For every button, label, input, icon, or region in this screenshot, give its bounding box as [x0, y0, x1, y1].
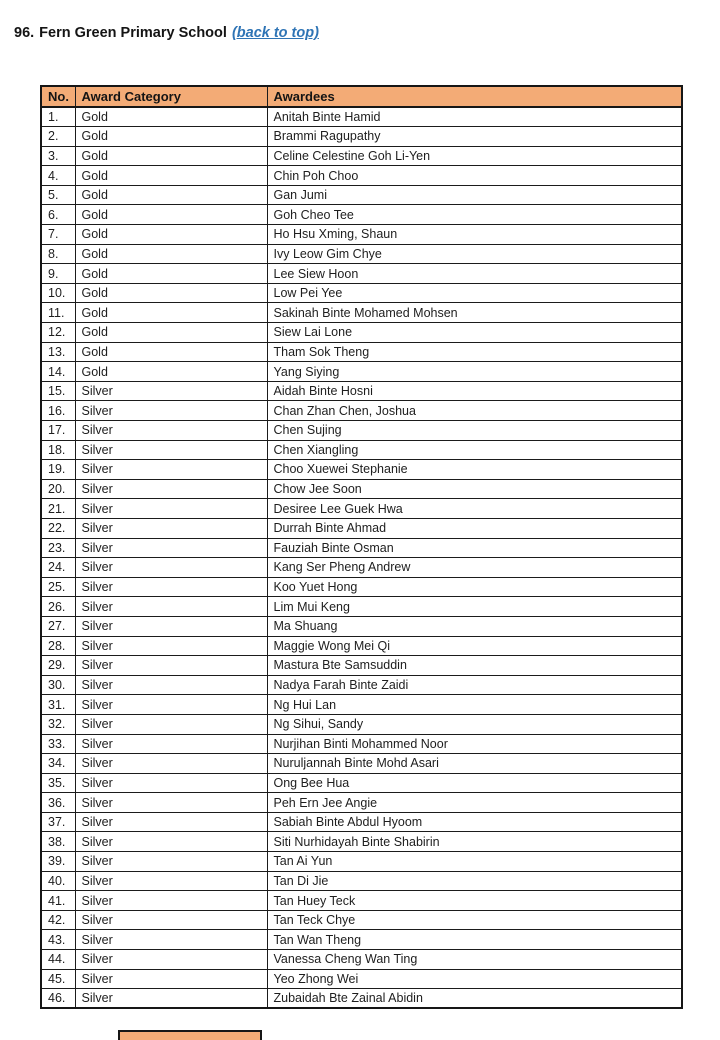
row-number: 42. — [41, 910, 75, 930]
award-category-cell: Silver — [75, 558, 267, 578]
table-row — [41, 479, 682, 499]
award-category-cell: Gold — [75, 146, 267, 166]
awardee-name-cell: Nurjihan Binti Mohammed Noor — [267, 734, 682, 754]
awardee-name-cell: Tan Huey Teck — [267, 891, 682, 911]
table-row — [41, 303, 682, 323]
awardee-name-cell: Chow Jee Soon — [267, 479, 682, 499]
row-number: 46. — [41, 989, 75, 1009]
award-category-cell: Silver — [75, 773, 267, 793]
awardee-name-cell: Peh Ern Jee Angie — [267, 793, 682, 813]
col-header-awardees: Awardees — [267, 86, 682, 107]
table-row — [41, 146, 682, 166]
awardee-name-cell: Brammi Ragupathy — [267, 127, 682, 147]
awardee-name-cell: Maggie Wong Mei Qi — [267, 636, 682, 656]
row-number: 41. — [41, 891, 75, 911]
award-category-cell: Gold — [75, 323, 267, 343]
award-category-cell: Silver — [75, 969, 267, 989]
row-number: 14. — [41, 362, 75, 382]
row-number: 16. — [41, 401, 75, 421]
awardee-name-cell: Koo Yuet Hong — [267, 577, 682, 597]
row-number: 37. — [41, 812, 75, 832]
awardee-name-cell: Sakinah Binte Mohamed Mohsen — [267, 303, 682, 323]
awardee-name-cell: Ho Hsu Xming, Shaun — [267, 225, 682, 245]
table-row — [41, 675, 682, 695]
table-row — [41, 871, 682, 891]
row-number: 30. — [41, 675, 75, 695]
awardee-name-cell: Low Pei Yee — [267, 283, 682, 303]
row-number: 19. — [41, 460, 75, 480]
award-category-cell: Gold — [75, 185, 267, 205]
row-number: 38. — [41, 832, 75, 852]
award-category-cell: Silver — [75, 616, 267, 636]
table-row — [41, 636, 682, 656]
award-category-cell: Silver — [75, 479, 267, 499]
award-category-cell: Silver — [75, 852, 267, 872]
awardee-name-cell: Kang Ser Pheng Andrew — [267, 558, 682, 578]
awardee-name-cell: Ivy Leow Gim Chye — [267, 244, 682, 264]
table-row — [41, 989, 682, 1009]
section-title — [14, 25, 319, 41]
awardee-name-cell: Nuruljannah Binte Mohd Asari — [267, 754, 682, 774]
row-number: 36. — [41, 793, 75, 813]
award-category-cell: Silver — [75, 381, 267, 401]
row-number: 44. — [41, 950, 75, 970]
row-number: 1. — [41, 107, 75, 127]
row-number: 31. — [41, 695, 75, 715]
table-row — [41, 166, 682, 186]
award-category-cell: Gold — [75, 205, 267, 225]
row-number: 7. — [41, 225, 75, 245]
table-row — [41, 225, 682, 245]
section-number: 96. — [14, 25, 35, 41]
row-number: 17. — [41, 421, 75, 441]
row-number: 43. — [41, 930, 75, 950]
table-row — [41, 381, 682, 401]
table-row — [41, 950, 682, 970]
table-row — [41, 577, 682, 597]
row-number: 10. — [41, 283, 75, 303]
table-row — [41, 264, 682, 284]
award-category-cell: Silver — [75, 950, 267, 970]
row-number: 25. — [41, 577, 75, 597]
row-number: 3. — [41, 146, 75, 166]
awardee-name-cell: Fauziah Binte Osman — [267, 538, 682, 558]
awardee-name-cell: Yang Siying — [267, 362, 682, 382]
awardee-name-cell: Chan Zhan Chen, Joshua — [267, 401, 682, 421]
table-row — [41, 244, 682, 264]
award-category-cell: Silver — [75, 832, 267, 852]
table-row — [41, 401, 682, 421]
row-number: 4. — [41, 166, 75, 186]
awardee-name-cell: Choo Xuewei Stephanie — [267, 460, 682, 480]
awardee-name-cell: Yeo Zhong Wei — [267, 969, 682, 989]
awardee-name-cell: Ng Hui Lan — [267, 695, 682, 715]
row-number: 13. — [41, 342, 75, 362]
row-number: 5. — [41, 185, 75, 205]
award-category-cell: Gold — [75, 283, 267, 303]
award-category-cell: Gold — [75, 244, 267, 264]
award-category-cell: Gold — [75, 127, 267, 147]
award-category-cell: Silver — [75, 930, 267, 950]
award-category-cell: Silver — [75, 577, 267, 597]
table-row — [41, 832, 682, 852]
row-number: 2. — [41, 127, 75, 147]
award-category-cell: Gold — [75, 107, 267, 127]
row-number: 28. — [41, 636, 75, 656]
table-row — [41, 342, 682, 362]
table-row — [41, 107, 682, 127]
award-category-cell: Silver — [75, 421, 267, 441]
table-row — [41, 812, 682, 832]
row-number: 32. — [41, 714, 75, 734]
award-category-cell: Silver — [75, 734, 267, 754]
row-number: 15. — [41, 381, 75, 401]
award-category-cell: Silver — [75, 793, 267, 813]
awardee-name-cell: Gan Jumi — [267, 185, 682, 205]
next-table-header-fragment — [118, 1030, 262, 1040]
table-row — [41, 538, 682, 558]
row-number: 22. — [41, 518, 75, 538]
awardee-name-cell: Lim Mui Keng — [267, 597, 682, 617]
awardee-name-cell: Nadya Farah Binte Zaidi — [267, 675, 682, 695]
table-row — [41, 127, 682, 147]
awardee-name-cell: Celine Celestine Goh Li-Yen — [267, 146, 682, 166]
table-row — [41, 969, 682, 989]
award-category-cell: Silver — [75, 538, 267, 558]
table-row — [41, 558, 682, 578]
table-row — [41, 910, 682, 930]
award-category-cell: Gold — [75, 303, 267, 323]
award-category-cell: Silver — [75, 656, 267, 676]
award-category-cell: Silver — [75, 891, 267, 911]
table-row — [41, 205, 682, 225]
col-header-award-category: Award Category — [75, 86, 267, 107]
awardee-name-cell: Chen Xiangling — [267, 440, 682, 460]
table-row — [41, 930, 682, 950]
table-row — [41, 597, 682, 617]
award-category-cell: Silver — [75, 440, 267, 460]
award-category-cell: Silver — [75, 812, 267, 832]
award-category-cell: Silver — [75, 910, 267, 930]
row-number: 6. — [41, 205, 75, 225]
awardee-name-cell: Tan Teck Chye — [267, 910, 682, 930]
table-row — [41, 734, 682, 754]
table-row — [41, 852, 682, 872]
awardee-name-cell: Chen Sujing — [267, 421, 682, 441]
school-name: Fern Green Primary School — [39, 25, 227, 41]
awardee-name-cell: Tan Di Jie — [267, 871, 682, 891]
row-number: 20. — [41, 479, 75, 499]
awardee-name-cell: Tham Sok Theng — [267, 342, 682, 362]
award-category-cell: Silver — [75, 460, 267, 480]
award-category-cell: Silver — [75, 401, 267, 421]
row-number: 23. — [41, 538, 75, 558]
awardee-name-cell: Goh Cheo Tee — [267, 205, 682, 225]
awardee-name-cell: Vanessa Cheng Wan Ting — [267, 950, 682, 970]
award-category-cell: Gold — [75, 225, 267, 245]
row-number: 39. — [41, 852, 75, 872]
awardee-name-cell: Siti Nurhidayah Binte Shabirin — [267, 832, 682, 852]
table-row — [41, 499, 682, 519]
awardee-name-cell: Ong Bee Hua — [267, 773, 682, 793]
row-number: 18. — [41, 440, 75, 460]
row-number: 34. — [41, 754, 75, 774]
award-category-cell: Silver — [75, 675, 267, 695]
back-to-top-link[interactable]: (back to top) — [231, 25, 319, 41]
table-row — [41, 323, 682, 343]
awardee-name-cell: Zubaidah Bte Zainal Abidin — [267, 989, 682, 1009]
awardee-name-cell: Desiree Lee Guek Hwa — [267, 499, 682, 519]
awardee-name-cell: Tan Wan Theng — [267, 930, 682, 950]
table-row — [41, 460, 682, 480]
awardee-name-cell: Aidah Binte Hosni — [267, 381, 682, 401]
award-category-cell: Gold — [75, 362, 267, 382]
award-category-cell: Silver — [75, 989, 267, 1009]
award-category-cell: Silver — [75, 754, 267, 774]
table-row — [41, 421, 682, 441]
awardee-name-cell: Siew Lai Lone — [267, 323, 682, 343]
award-category-cell: Silver — [75, 714, 267, 734]
table-row — [41, 283, 682, 303]
awardee-name-cell: Anitah Binte Hamid — [267, 107, 682, 127]
row-number: 24. — [41, 558, 75, 578]
table-row — [41, 440, 682, 460]
row-number: 40. — [41, 871, 75, 891]
row-number: 8. — [41, 244, 75, 264]
table-header-row — [41, 86, 682, 107]
award-category-cell: Gold — [75, 342, 267, 362]
table-row — [41, 891, 682, 911]
row-number: 9. — [41, 264, 75, 284]
table-row — [41, 773, 682, 793]
row-number: 33. — [41, 734, 75, 754]
table-row — [41, 793, 682, 813]
award-category-cell: Silver — [75, 597, 267, 617]
award-category-cell: Gold — [75, 264, 267, 284]
table-row — [41, 185, 682, 205]
row-number: 26. — [41, 597, 75, 617]
row-number: 12. — [41, 323, 75, 343]
awardee-name-cell: Tan Ai Yun — [267, 852, 682, 872]
awards-table — [40, 85, 683, 1009]
awardee-name-cell: Chin Poh Choo — [267, 166, 682, 186]
table-row — [41, 695, 682, 715]
row-number: 11. — [41, 303, 75, 323]
table-row — [41, 754, 682, 774]
row-number: 45. — [41, 969, 75, 989]
awardee-name-cell: Mastura Bte Samsuddin — [267, 656, 682, 676]
row-number: 35. — [41, 773, 75, 793]
table-row — [41, 362, 682, 382]
table-row — [41, 656, 682, 676]
table-row — [41, 714, 682, 734]
award-category-cell: Silver — [75, 871, 267, 891]
award-category-cell: Silver — [75, 518, 267, 538]
awardee-name-cell: Ng Sihui, Sandy — [267, 714, 682, 734]
table-row — [41, 616, 682, 636]
awardee-name-cell: Sabiah Binte Abdul Hyoom — [267, 812, 682, 832]
row-number: 29. — [41, 656, 75, 676]
awardee-name-cell: Durrah Binte Ahmad — [267, 518, 682, 538]
row-number: 21. — [41, 499, 75, 519]
table-row — [41, 518, 682, 538]
award-category-cell: Gold — [75, 166, 267, 186]
award-category-cell: Silver — [75, 695, 267, 715]
award-category-cell: Silver — [75, 499, 267, 519]
awardee-name-cell: Lee Siew Hoon — [267, 264, 682, 284]
col-header-no: No. — [41, 86, 75, 107]
row-number: 27. — [41, 616, 75, 636]
awardee-name-cell: Ma Shuang — [267, 616, 682, 636]
award-category-cell: Silver — [75, 636, 267, 656]
